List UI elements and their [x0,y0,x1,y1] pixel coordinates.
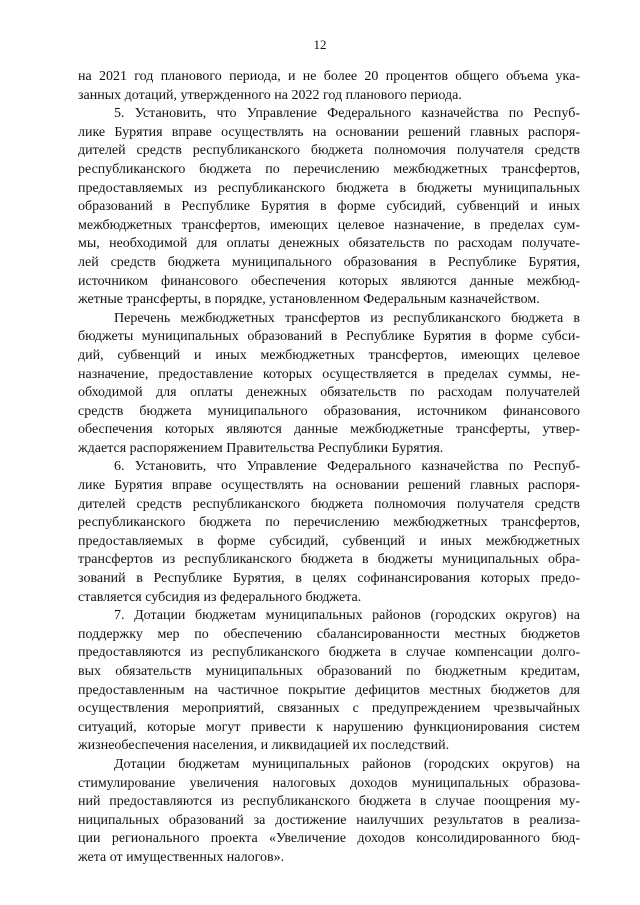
text-line: предоставляются из республиканского бюджета в случае компенсации долго- [78,645,580,661]
text-line: ниципальных образований за достижение наилучших результатов в реализа- [78,812,580,828]
text-line: на 2021 год планового периода, и не более 20 процентов общего объема ука- [78,69,580,84]
text-line: предоставляемых из республиканского бюджета в бюджеты муниципальных [78,180,580,196]
text-line: ждается распоряжением Правительства Республики Бурятия. [78,440,444,456]
text-line: лике Бурятия вправе осуществлять на основании решений главных распоря- [78,124,580,140]
text-line: 7. Дотации бюджетам муниципальных районов (городских округов) на [114,608,580,624]
text-line: зований в Республике Бурятия, в целях софинансирования которых предо- [78,571,580,587]
text-line: образований в Республике Бурятия в форме субсидий, субвенций и иных [78,199,580,215]
text-line: ставляется субсидия из федерального бюджета. [78,589,362,605]
text-line: Перечень межбюджетных трансфертов из республиканского бюджета в [114,310,580,326]
text-line: обеспечения которых являются данные межбюджетные трансферты, утвер- [78,422,580,438]
text-line: вых обязательств муниципальных образований по бюджетным кредитам, [78,664,580,679]
text-line: республиканского бюджета по перечислению межбюджетных трансфертов, [78,161,580,177]
text-line: стимулирование увеличения налоговых доходов муниципальных образова- [78,775,580,791]
text-line: межбюджетных трансфертов, имеющих целевое назначение, в пределах сум- [78,217,580,233]
text-line: предоставляемых в форме субсидий, субвенций и иных межбюджетных [78,533,580,549]
text-line: занных дотаций, утвержденного на 2022 год планового периода. [78,87,462,103]
text-line: источником финансового обеспечения которых являются данные межбюд- [78,273,580,289]
text-line: жета от имущественных налогов». [78,849,285,865]
text-line: назначение, предоставление которых осуществляется в пределах суммы, не- [78,366,580,382]
text-line: 5. Установить, что Управление Федерального казначейства по Респуб- [114,106,580,122]
document-body [78,68,580,868]
text-line: бюджеты муниципальных образований в Республике Бурятия в форме субси- [78,329,580,345]
text-line: трансфертов из республиканского бюджета в бюджеты муниципальных обра- [78,552,580,568]
text-line: жизнеобеспечения населения, и ликвидацией их последствий. [78,738,450,754]
text-line: предоставленным на частичное покрытие дефицитов местных бюджетов для [78,682,580,698]
text-line: лей средств бюджета муниципального образования в Республике Бурятия, [78,254,580,270]
text-line: осуществления мероприятий, связанных с предупреждением чрезвычайных [78,701,580,717]
text-line: дителей средств республиканского бюджета полномочия получателя средств [78,496,580,512]
text-line: лике Бурятия вправе осуществлять на основании решений главных распоря- [78,478,580,494]
text-line: мы, необходимой для оплаты денежных обязательств по расходам получате- [78,236,580,252]
page-number: 12 [313,37,327,52]
text-line: Дотации бюджетам муниципальных районов (городских округов) на [114,756,580,772]
text-line: дителей средств республиканского бюджета полномочия получателя средств [78,143,580,159]
text-line: 6. Установить, что Управление Федерального казначейства по Респуб- [114,459,580,475]
text-line: средств бюджета муниципального образования, источником финансового [78,403,580,419]
text-line: республиканского бюджета по перечислению межбюджетных трансфертов, [78,515,580,531]
text-line: ции регионального проекта «Увеличение доходов консолидированного бюд- [78,831,580,847]
text-line: ний предоставляются из республиканского бюджета в случае поощрения му- [78,794,580,810]
text-line: дий, субвенций и иных межбюджетных трансфертов, имеющих целевое [78,347,580,363]
text-line: поддержку мер по обеспечению сбалансированности местных бюджетов [78,626,580,642]
text-line: обходимой для оплаты денежных обязательств по расходам получателей [78,385,580,401]
text-line: ситуаций, которые могут привести к нарушению функционирования систем [78,719,580,735]
text-line: жетные трансферты, в порядке, установленном Федеральным казначейством. [78,292,540,308]
